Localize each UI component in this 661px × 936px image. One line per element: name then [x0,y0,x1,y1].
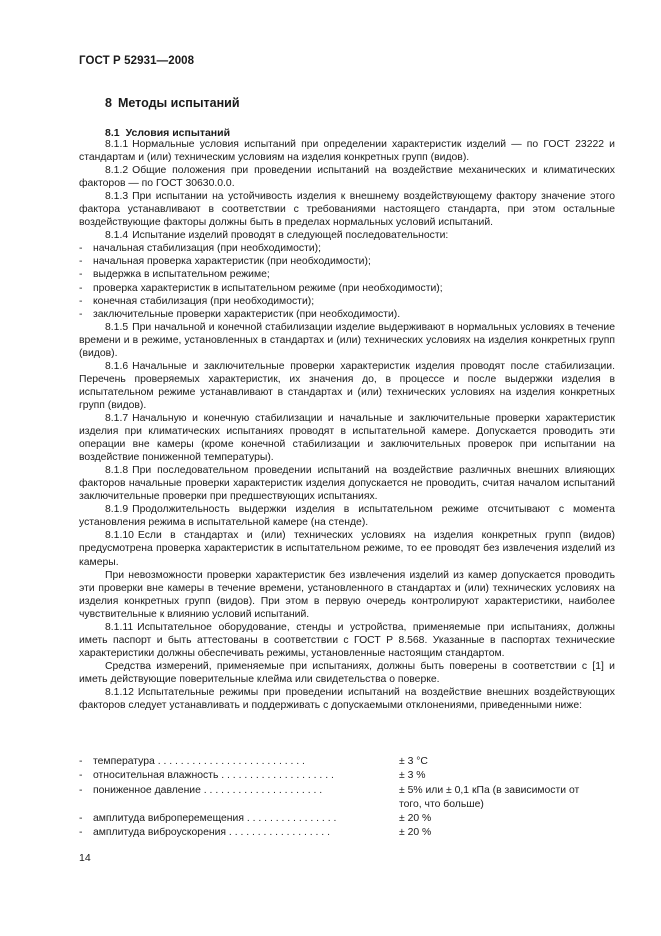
paragraph: 8.1.1 Нормальные условия испытаний при определении характеристик изделий — по ГОСТ 23222 и стандартам и (или) техническим условиям на изделия конкретных групп (видов). [79,139,615,164]
subsection-number: 8.1 [105,127,120,139]
body-text [79,138,615,712]
tolerance-name: пониженное давление [93,784,201,796]
paragraph: Средства измерений, применяемые при испытаниях, должны быть поверены в соответствии с [1] и иметь действующие поверительные клейма или свидетельства о поверке. [79,660,615,685]
paragraph: 8.1.10 Если в стандартах и (или) технических условиях на изделия конкретных групп (видов) предусмотрена проверка характеристик в испытательном режиме, то ее проводят без извлечения изделий из камеры. [79,530,615,568]
dash-marker: - [79,243,83,255]
document-id-header: ГОСТ Р 52931—2008 [79,55,195,67]
section-heading [105,96,240,110]
tolerance-list [79,755,639,841]
paragraph: 8.1.4 Испытание изделий проводят в следующей последовательности: [105,230,449,242]
paragraph: 8.1.12 Испытательные режимы при проведении испытаний на воздействие внешних воздействующих факторов следует устанавливать и поддерживать с допускаемыми отклонениями, приведенными ниже: [79,686,615,712]
tolerance-row [79,755,639,769]
paragraph: 8.1.7 Начальную и конечную стабилизации и начальные и заключительные проверки характеристик изделия при климатических испытаниях проводят в испытательной камере. Допускается проводить эти операции вне камеры (кроме конечной стабилизации и заключительных проверок при испытании на воздействие пониженной температуры). [79,412,615,464]
tolerance-name: относительная влажность [93,770,219,782]
paragraph: 8.1.9 Продолжительность выдержки изделия в испытательном режиме отсчитывают с момента установления режима в испытательной камере (на стенде). [79,504,615,529]
dot-leader: . . . . . . . . . . . . . . . . . . . . . [200,784,323,796]
dash-marker: - [79,295,83,307]
section-title: Методы испытаний [117,96,240,110]
tolerance-value-continuation: того, что больше) [399,798,484,810]
page-number: 14 [79,852,91,864]
paragraph: 8.1.6 Начальные и заключительные проверки характеристик изделия проводят после стабилизации. Перечень проверяемых характеристик, их значения до, в процессе и после выдержки изделия в испытательном режиме устанавливают в стандартах и (или) технических условиях на изделия конкретных групп (видов). [79,360,615,411]
dot-leader: . . . . . . . . . . . . . . . . [243,813,337,825]
list-item: - конечная стабилизация (при необходимости); [79,295,315,307]
dash-marker: - [79,308,83,320]
tolerance-row [79,769,639,783]
tolerance-value: ± 20 % [399,827,432,839]
list-item: - проверка характеристик в испытательном режиме (при необходимости); [79,282,443,294]
paragraph: 8.1.5 При начальной и конечной стабилизации изделие выдерживают в нормальных условиях в течение времени и в режиме, установленных в стандартах и (или) технических условиях на изделия конкретных групп (видов). [79,321,615,359]
tolerance-name: амплитуда виброперемещения [93,813,244,825]
dash-marker: - [79,827,83,839]
dash-marker: - [79,756,83,767]
paragraph: 8.1.11 Испытательное оборудование, стенды и устройства, применяемые при испытаниях, должны иметь паспорт и быть аттестованы в соответствии с ГОСТ Р 8.568. Указанные в паспортах технические характеристики должны обеспечивать режимы, установленные настоящим стандартом. [79,621,615,659]
dash-marker: - [79,770,83,782]
dash-marker: - [79,256,83,268]
tolerance-value: ± 3 % [399,770,426,782]
tolerance-value: ± 3 °С [399,756,428,767]
list-item: - выдержка в испытательном режиме; [79,269,270,281]
dot-leader: . . . . . . . . . . . . . . . . . . . . [218,770,334,782]
tolerance-row-continuation [79,798,639,812]
section-number: 8 [105,96,112,110]
dot-leader: . . . . . . . . . . . . . . . . . . . . . . . . . . [154,756,305,767]
tolerance-row [79,826,639,840]
tolerance-value: ± 20 % [399,813,432,825]
dash-marker: - [79,282,83,294]
list-item: - начальная стабилизация (при необходимости); [79,243,322,255]
paragraph: 8.1.3 При испытании на устойчивость изделия к внешнему воздействующему фактору значение этого фактора устанавливают в соответствии с требованиями настоящего стандарта, при этом остальные воздействующие факторы должны быть в пределах нормальных условий испытаний. [79,191,615,229]
paragraph: 8.1.8 При последовательном проведении испытаний на воздействие различных внешних влияющих факторов начальные проверки характеристик изделия допускается не проводить, считая началом испытаний заключительные проверки при предшествующих испытаниях. [79,465,615,503]
dash-marker: - [79,784,83,796]
tolerance-name: амплитуда виброускорения [93,827,227,839]
tolerance-value: ± 5% или ± 0,1 кПа (в зависимости от [399,784,580,796]
tolerance-row [79,784,639,798]
subsection-title: Условия испытаний [125,127,231,139]
paragraph: При невозможности проверки характеристик без извлечения изделий из камер допускается проводить эти проверки вне камеры в течение времени, установленного в стандартах и (или) технических условиях на изделия конкретных групп (видов). При этом в первую очередь контролируют характеристики, наиболее чувствительные к влиянию условий испытаний. [79,569,615,620]
dash-marker: - [79,813,83,825]
tolerance-row [79,812,639,826]
dash-marker: - [79,269,83,281]
list-item: - начальная проверка характеристик (при необходимости); [79,256,371,268]
dot-leader: . . . . . . . . . . . . . . . . . . [226,827,330,839]
list-item: - заключительные проверки характеристик (при необходимости). [79,308,401,320]
paragraph: 8.1.2 Общие положения при проведении испытаний на воздействие механических и климатических факторов — по ГОСТ 30630.0.0. [79,165,615,190]
tolerance-name: температура [93,756,155,767]
